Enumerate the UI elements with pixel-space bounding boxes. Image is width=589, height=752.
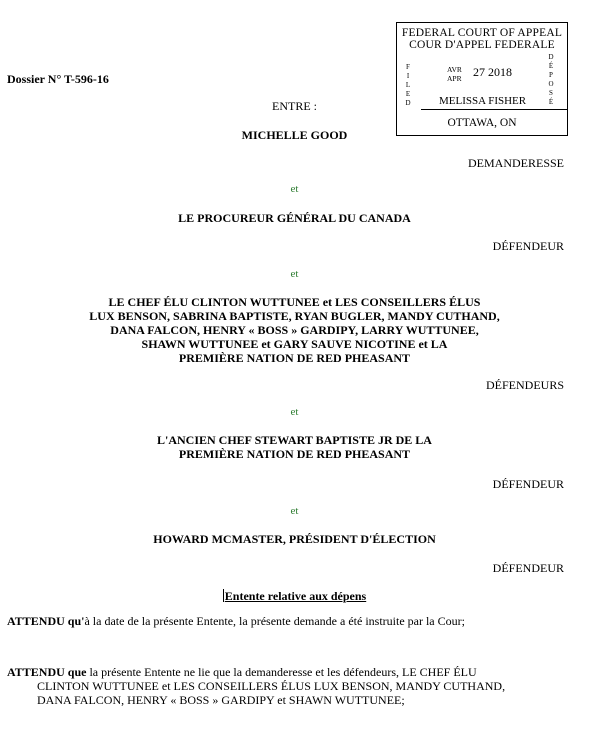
et-separator: et bbox=[290, 183, 299, 195]
stamp-court-fr: COUR D'APPEL FEDERALE bbox=[409, 39, 555, 51]
party-attorney-general-name: LE PROCUREUR GÉNÉRAL DU CANADA bbox=[178, 211, 411, 225]
party-attorney-general-role: DÉFENDEUR bbox=[492, 239, 564, 253]
party-chief-council-role: DÉFENDEURS bbox=[485, 378, 564, 392]
stamp-filed-vertical: F I L E D bbox=[405, 63, 411, 107]
court-filing-stamp bbox=[396, 22, 568, 136]
party-applicant-name: MICHELLE GOOD bbox=[241, 128, 348, 142]
party-former-chief-role: DÉFENDEUR bbox=[492, 477, 564, 491]
stamp-month: AVR APR bbox=[447, 65, 462, 83]
party-chief-council-names: LE CHEF ÉLU CLINTON WUTTUNEE et LES CONSEILLERS ÉLUS LUX BENSON, SABRINA BAPTISTE, RYAN BUGLER, MANDY CUTHAND, DANA FALCON, HENRY « BOSS » GARDIPY, LARRY WUTTUNEE, SHAWN WUTTUNEE et GARY SAUVE NICOTINE et LA PREMIÈRE NATION DE RED PHEASANT bbox=[89, 295, 500, 365]
whereas-lead: ATTENDU qu' bbox=[7, 614, 85, 628]
party-applicant-role: DEMANDERESSE bbox=[467, 156, 564, 170]
whereas-text-continuation: DANA FALCON, HENRY « BOSS » GARDIPY et SHAWN WUTTUNEE; bbox=[37, 693, 405, 707]
stamp-signer: MELISSA FISHER bbox=[439, 95, 527, 107]
entre-label: ENTRE : bbox=[272, 99, 317, 113]
whereas-text-continuation: CLINTON WUTTUNEE et LES CONSEILLERS ÉLUS LUX BENSON, MANDY CUTHAND, bbox=[37, 679, 506, 693]
stamp-depose-vertical: D É P O S É bbox=[548, 53, 554, 106]
whereas-paragraph-2 bbox=[7, 665, 567, 707]
et-separator: et bbox=[290, 505, 299, 517]
et-separator: et bbox=[290, 268, 299, 280]
whereas-text: la présente Entente ne lie que la demanderesse et les défendeurs, LE CHEF ÉLU bbox=[86, 665, 477, 679]
party-former-chief-names: L'ANCIEN CHEF STEWART BAPTISTE JR DE LA PREMIÈRE NATION DE RED PHEASANT bbox=[157, 433, 432, 461]
whereas-lead: ATTENDU que bbox=[7, 665, 87, 679]
file-number: Dossier N° T-596-16 bbox=[7, 72, 109, 86]
party-electoral-officer-role: DÉFENDEUR bbox=[492, 561, 564, 575]
agreement-heading: Entente relative aux dépens bbox=[224, 589, 367, 603]
stamp-city: OTTAWA, ON bbox=[447, 117, 517, 129]
et-separator: et bbox=[290, 406, 299, 418]
whereas-text: à la date de la présente Entente, la présente demande a été instruite par la Cour; bbox=[84, 614, 465, 628]
text-cursor bbox=[223, 589, 224, 602]
stamp-court-en: FEDERAL COURT OF APPEAL bbox=[401, 27, 563, 39]
whereas-paragraph-1 bbox=[7, 614, 465, 629]
stamp-date: 27 2018 bbox=[473, 65, 512, 79]
party-electoral-officer-name: HOWARD MCMASTER, PRÉSIDENT D'ÉLECTION bbox=[153, 532, 436, 546]
